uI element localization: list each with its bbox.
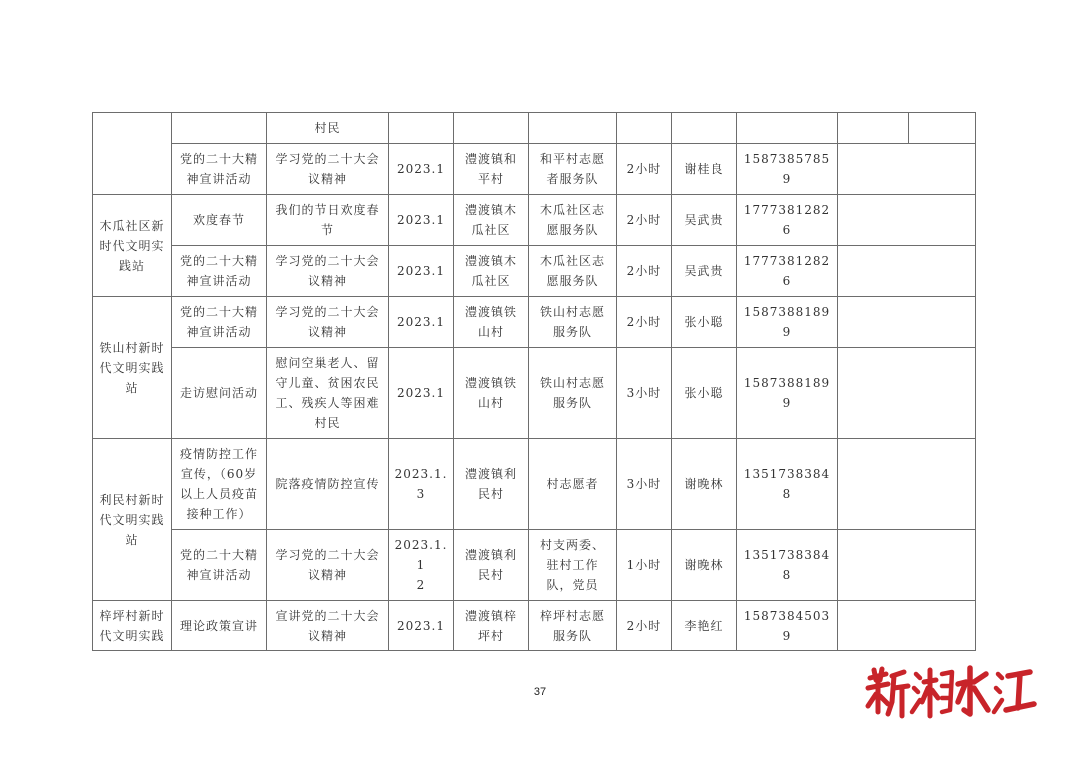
contact-cell: 吴武贵 — [672, 195, 737, 246]
project-cell: 疫情防控工作 宣传，（60岁 以上人员疫苗 接种工作） — [172, 439, 267, 530]
extra-cell — [909, 113, 976, 144]
table-row — [93, 113, 976, 144]
station-cell: 铁山村新时 代文明实践 站 — [93, 297, 172, 439]
content-cell: 宣讲党的二十大会 议精神 — [267, 601, 389, 651]
date-cell: 2023.1 — [389, 297, 454, 348]
contact-cell: 张小聪 — [672, 348, 737, 439]
location-cell: 澧渡镇铁 山村 — [454, 348, 529, 439]
activity-table — [92, 112, 976, 651]
phone-cell: 15873881899 — [737, 297, 838, 348]
date-cell: 2023.1.1 2 — [389, 530, 454, 601]
project-cell: 理论政策宣讲 — [172, 601, 267, 651]
duration-cell: 3小时 — [617, 439, 672, 530]
content-cell: 学习党的二十大会 议精神 — [267, 246, 389, 297]
project-cell: 党的二十大精 神宣讲活动 — [172, 246, 267, 297]
project-cell: 欢度春节 — [172, 195, 267, 246]
team-cell: 梓坪村志愿 服务队 — [529, 601, 617, 651]
content-cell: 学习党的二十大会 议精神 — [267, 530, 389, 601]
location-cell — [454, 113, 529, 144]
date-cell: 2023.1 — [389, 246, 454, 297]
station-cell: 梓坪村新时 代文明实践 — [93, 601, 172, 651]
location-cell: 澧渡镇梓 坪村 — [454, 601, 529, 651]
phone-cell — [737, 113, 838, 144]
content-cell: 村民 — [267, 113, 389, 144]
project-cell — [172, 113, 267, 144]
table-row — [93, 530, 976, 601]
project-cell: 党的二十大精 神宣讲活动 — [172, 530, 267, 601]
duration-cell: 2小时 — [617, 246, 672, 297]
xinxiang-logo — [862, 662, 1042, 726]
location-cell: 澧渡镇铁 山村 — [454, 297, 529, 348]
duration-cell: 2小时 — [617, 297, 672, 348]
phone-cell: 15873881899 — [737, 348, 838, 439]
phone-cell: 15873845039 — [737, 601, 838, 651]
phone-cell: 13517383848 — [737, 530, 838, 601]
team-cell — [529, 113, 617, 144]
station-cell: 利民村新时 代文明实践 站 — [93, 439, 172, 601]
extra-cell — [838, 439, 976, 530]
team-cell: 村支两委、 驻村工作 队，党员 — [529, 530, 617, 601]
team-cell: 和平村志愿 者服务队 — [529, 144, 617, 195]
contact-cell: 谢桂良 — [672, 144, 737, 195]
content-cell: 学习党的二十大会 议精神 — [267, 297, 389, 348]
duration-cell: 2小时 — [617, 195, 672, 246]
team-cell: 铁山村志愿 服务队 — [529, 297, 617, 348]
team-cell: 铁山村志愿 服务队 — [529, 348, 617, 439]
extra-cell — [838, 530, 976, 601]
contact-cell: 谢晚林 — [672, 530, 737, 601]
contact-cell: 张小聪 — [672, 297, 737, 348]
extra-cell — [838, 246, 976, 297]
date-cell: 2023.1.3 — [389, 439, 454, 530]
date-cell: 2023.1 — [389, 348, 454, 439]
content-cell: 慰问空巢老人、留 守儿童、贫困农民 工、残疾人等困难 村民 — [267, 348, 389, 439]
content-cell: 学习党的二十大会 议精神 — [267, 144, 389, 195]
location-cell: 澧渡镇和 平村 — [454, 144, 529, 195]
duration-cell: 1小时 — [617, 530, 672, 601]
content-cell: 我们的节日欢度春 节 — [267, 195, 389, 246]
contact-cell: 李艳红 — [672, 601, 737, 651]
table-row — [93, 601, 976, 651]
project-cell: 党的二十大精 神宣讲活动 — [172, 297, 267, 348]
duration-cell: 2小时 — [617, 601, 672, 651]
extra-cell — [838, 601, 976, 651]
extra-cell — [838, 297, 976, 348]
duration-cell: 3小时 — [617, 348, 672, 439]
project-cell: 走访慰问活动 — [172, 348, 267, 439]
date-cell: 2023.1 — [389, 601, 454, 651]
table-row — [93, 246, 976, 297]
content-cell: 院落疫情防控宣传 — [267, 439, 389, 530]
location-cell: 澧渡镇利 民村 — [454, 439, 529, 530]
station-cell — [93, 113, 172, 195]
table-row — [93, 195, 976, 246]
phone-cell: 17773812826 — [737, 246, 838, 297]
phone-cell: 17773812826 — [737, 195, 838, 246]
table-row — [93, 348, 976, 439]
contact-cell: 谢晚林 — [672, 439, 737, 530]
phone-cell: 15873857859 — [737, 144, 838, 195]
date-cell — [389, 113, 454, 144]
date-cell: 2023.1 — [389, 144, 454, 195]
table-row — [93, 297, 976, 348]
table-row — [93, 439, 976, 530]
location-cell: 澧渡镇利 民村 — [454, 530, 529, 601]
page-number: 37 — [533, 686, 547, 698]
extra-cell — [838, 348, 976, 439]
duration-cell: 2小时 — [617, 144, 672, 195]
date-cell: 2023.1 — [389, 195, 454, 246]
team-cell: 村志愿者 — [529, 439, 617, 530]
extra-cell — [838, 144, 976, 195]
phone-cell: 13517383848 — [737, 439, 838, 530]
station-cell: 木瓜社区新 时代文明实 践站 — [93, 195, 172, 297]
team-cell: 木瓜社区志 愿服务队 — [529, 246, 617, 297]
duration-cell — [617, 113, 672, 144]
calligraphy-logo-icon — [862, 662, 1042, 726]
contact-cell — [672, 113, 737, 144]
table-row — [93, 144, 976, 195]
extra-cell — [838, 113, 909, 144]
contact-cell: 吴武贵 — [672, 246, 737, 297]
location-cell: 澧渡镇木 瓜社区 — [454, 246, 529, 297]
extra-cell — [838, 195, 976, 246]
location-cell: 澧渡镇木 瓜社区 — [454, 195, 529, 246]
project-cell: 党的二十大精 神宣讲活动 — [172, 144, 267, 195]
team-cell: 木瓜社区志 愿服务队 — [529, 195, 617, 246]
